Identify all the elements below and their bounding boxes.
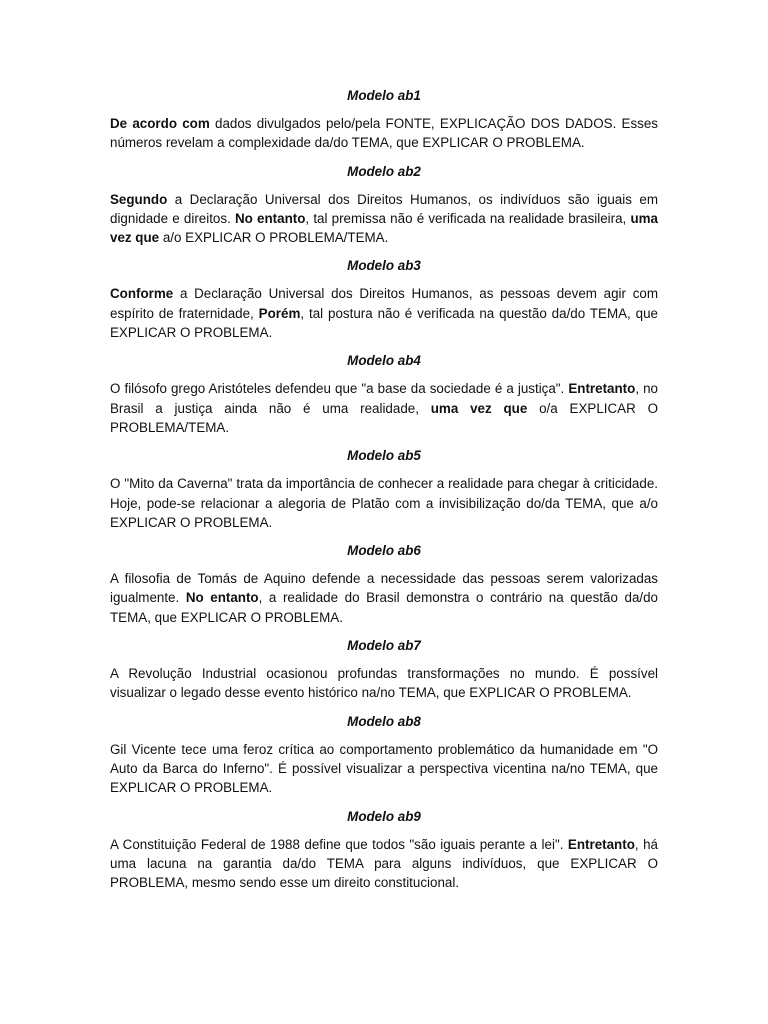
text-run: a Declaração Universal dos Direitos Humanos, os indivíduos são iguais em dignidade e direitos. <box>110 191 658 226</box>
model-section <box>110 446 658 532</box>
text-run: dados divulgados pelo/pela FONTE, EXPLICAÇÃO DOS DADOS. Esses números revelam a complexidade da/do TEMA, que EXPLICAR O PROBLEMA. <box>110 116 658 151</box>
model-title: Modelo ab2 <box>347 163 421 179</box>
connective-bold: No entanto <box>185 590 259 606</box>
text-run: , a realidade do Brasil demonstra o contrário na questão da/do TEMA, que EXPLICAR O PROBLEMA. <box>110 590 659 625</box>
model-section <box>110 541 658 627</box>
model-title: Modelo ab9 <box>347 808 421 824</box>
model-paragraph <box>110 190 658 248</box>
connective-bold: uma vez que <box>430 400 528 416</box>
connective-bold: Porém <box>258 305 301 321</box>
connective-bold: Entretanto <box>567 836 635 852</box>
connective-bold: De acordo com <box>110 116 210 131</box>
text-run: o/a EXPLICAR O PROBLEMA/TEMA. <box>110 400 658 435</box>
model-title: Modelo ab4 <box>347 353 421 369</box>
model-section <box>110 86 658 153</box>
text-run: A Constituição Federal de 1988 define que todos "são iguais perante a lei". <box>110 836 568 852</box>
model-title: Modelo ab5 <box>347 448 421 464</box>
connective-bold: Conforme <box>110 286 174 302</box>
model-section <box>110 712 658 798</box>
model-title: Modelo ab7 <box>347 638 421 654</box>
model-paragraph <box>110 474 658 532</box>
model-section <box>110 162 658 248</box>
model-section <box>110 807 658 893</box>
text-run: A Revolução Industrial ocasionou profundas transformações no mundo. É possível visualizar o legado desse evento histórico na/no TEMA, que EXPLICAR O PROBLEMA. <box>110 666 658 701</box>
text-run: O "Mito da Caverna" trata da importância de conhecer a realidade para chegar à criticidade. Hoje, pode-se relacionar a alegoria de Platão com a invisibilização do/da TEMA, que a/o EXPLICAR O PROBLEMA. <box>110 476 658 530</box>
model-paragraph <box>110 379 658 437</box>
connective-bold: Segundo <box>110 191 168 207</box>
text-run: A filosofia de Tomás de Aquino defende a necessidade das pessoas serem valorizadas igualmente. <box>110 571 658 606</box>
model-paragraph <box>110 569 658 627</box>
text-run: , tal premissa não é verificada na realidade brasileira, <box>305 210 631 226</box>
model-section <box>110 351 658 437</box>
text-run: a/o EXPLICAR O PROBLEMA/TEMA. <box>159 230 389 246</box>
model-section <box>110 636 658 703</box>
text-run: , há uma lacuna na garantia da/do TEMA para alguns indivíduos, que EXPLICAR O PROBLEMA, mesmo sendo esse um direito constitucional. <box>110 836 658 891</box>
connective-bold: Entretanto <box>568 381 636 397</box>
text-run: Gil Vicente tece uma feroz crítica ao comportamento problemático da humanidade em "O Auto da Barca do Inferno". É possível visualizar a perspectiva vicentina na/no TEMA, que EXPLICAR O PROBLEMA. <box>110 741 658 796</box>
model-paragraph <box>110 114 658 153</box>
model-paragraph <box>110 284 658 342</box>
model-title: Modelo ab6 <box>347 543 421 559</box>
text-run: O filósofo grego Aristóteles defendeu que "a base da sociedade é a justiça". <box>110 381 569 397</box>
text-run: , no Brasil a justiça ainda não é uma realidade, <box>110 381 658 416</box>
connective-bold: No entanto <box>235 210 306 226</box>
model-paragraph <box>110 740 658 798</box>
model-title: Modelo ab8 <box>347 713 421 729</box>
model-paragraph <box>110 664 658 703</box>
text-run: , tal postura não é verificada na questão da/do TEMA, que EXPLICAR O PROBLEMA. <box>110 305 658 341</box>
model-title: Modelo ab3 <box>347 258 421 274</box>
text-run: a Declaração Universal dos Direitos Humanos, as pessoas devem agir com espírito de fraternidade, <box>110 286 658 321</box>
model-section <box>110 256 658 342</box>
model-paragraph <box>110 835 658 893</box>
model-title: Modelo ab1 <box>347 88 421 103</box>
connective-bold: uma vez que <box>110 210 659 246</box>
